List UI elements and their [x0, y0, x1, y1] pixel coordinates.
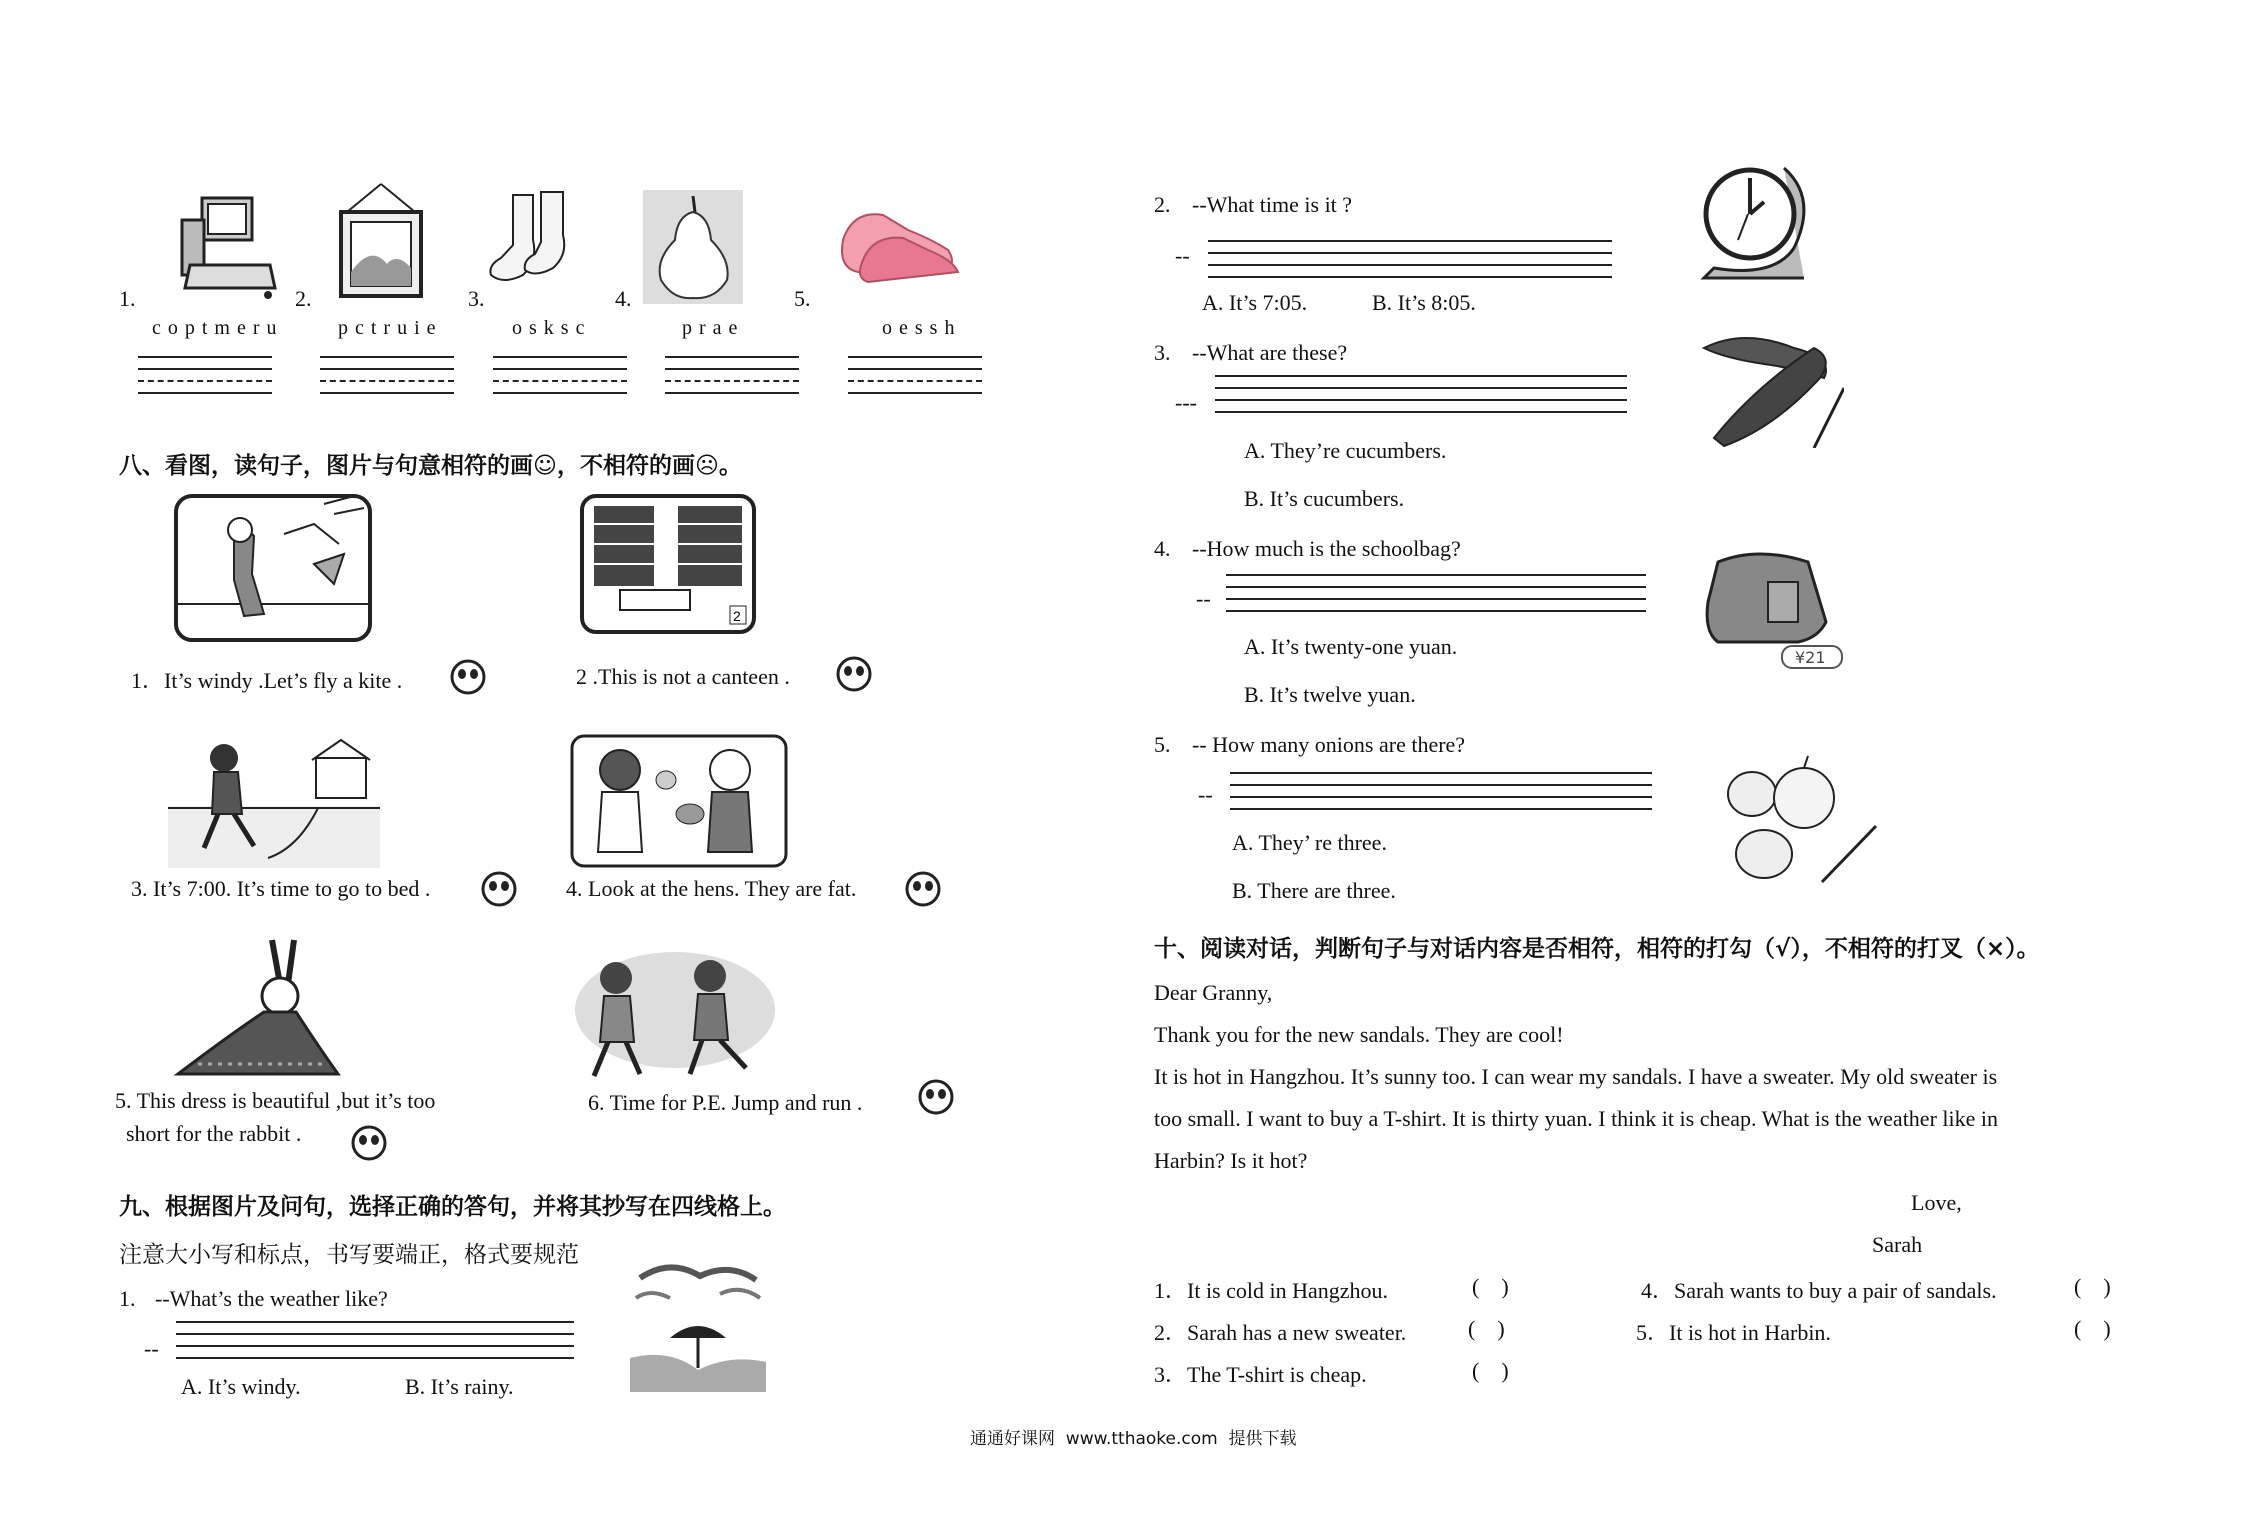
q3-option-b[interactable]: B. It’s cucumbers. [1244, 486, 1405, 511]
q2-option-b[interactable]: B. It’s 8:05. [1372, 290, 1476, 315]
price-tag: ¥21 [1795, 648, 1826, 667]
statement-1-answer[interactable]: ( ) [1472, 1274, 1509, 1299]
writing-lines[interactable] [665, 356, 799, 390]
statement-4-answer[interactable]: ( ) [2074, 1274, 2111, 1299]
scrambled-word: prae [682, 317, 745, 339]
q3-question: --What are these? [1192, 340, 1348, 365]
q1-writing-lines[interactable] [176, 1321, 574, 1355]
q5-option-b[interactable]: B. There are three. [1232, 878, 1396, 903]
svg-text:2: 2 [733, 608, 741, 624]
q5-number: 5. [1154, 732, 1171, 757]
smiley-face-icon[interactable] [480, 870, 518, 908]
word-number: 4. [615, 286, 632, 311]
scrambled-word: coptmeru [152, 317, 284, 339]
framed-picture-icon [335, 182, 427, 302]
clock-icon [1694, 158, 1818, 282]
section-9-note: 注意大小写和标点，书写要端正，格式要规范 [119, 1242, 579, 1268]
statement-5: 5．It is hot in Harbin. [1636, 1320, 1831, 1345]
q5-question: -- How many onions are there? [1192, 732, 1466, 757]
q4-option-b[interactable]: B. It’s twelve yuan. [1244, 682, 1416, 707]
statement-4: 4．Sarah wants to buy a pair of sandals. [1641, 1278, 1997, 1303]
letter-signature: Sarah [1872, 1232, 1923, 1257]
section-8-sentence-4: 4. Look at the hens. They are fat. [566, 876, 857, 901]
q1-number: 1. [119, 1286, 136, 1311]
q4-number: 4. [1154, 536, 1171, 561]
section-8-sentence-5-line1: 5. This dress is beautiful ,but it’s too [115, 1088, 436, 1113]
q1-dash: -- [144, 1336, 159, 1361]
section-8-sentence-1: 1．It’s windy .Let’s fly a kite . [131, 668, 403, 693]
letter-line-2: It is hot in Hangzhou. It’s sunny too. I can wear my sandals. I have a sweater. My old sweater is [1154, 1064, 1998, 1089]
q3-option-a[interactable]: A. They’re cucumbers. [1244, 438, 1447, 463]
statement-2: 2．Sarah has a new sweater. [1154, 1320, 1407, 1345]
pear-icon [643, 190, 743, 304]
q4-writing-lines[interactable] [1226, 574, 1646, 608]
onions-icon [1722, 754, 1882, 884]
q2-option-a[interactable]: A. It’s 7:05. [1202, 290, 1308, 315]
section-8-sentence-5-line2: short for the rabbit . [126, 1121, 302, 1146]
rabbit-dress-scene-icon [168, 936, 364, 1080]
q1-option-b[interactable]: B. It’s rainy. [405, 1374, 514, 1399]
q4-question: --How much is the schoolbag? [1192, 536, 1461, 561]
smiley-face-icon[interactable] [449, 658, 487, 696]
computer-icon [180, 190, 280, 300]
scrambled-word: oessh [882, 317, 962, 339]
scrambled-word: osksc [512, 317, 592, 339]
word-number: 2. [295, 286, 312, 311]
cucumbers-icon [1694, 328, 1844, 448]
section-8-title: 八、看图，读句子，图片与句意相符的画☺，不相符的画☹。 [119, 453, 742, 479]
q4-option-a[interactable]: A. It’s twenty-one yuan. [1244, 634, 1458, 659]
letter-line-3: too small. I want to buy a T-shirt. It is thirty yuan. I think it is cheap. What is the weather like in [1154, 1106, 1999, 1131]
kids-running-scene-icon [570, 950, 780, 1080]
kite-scene-icon [174, 494, 372, 642]
statement-3: 3．The T-shirt is cheap. [1154, 1362, 1367, 1387]
writing-lines[interactable] [848, 356, 982, 390]
q1-question: --What’s the weather like? [155, 1286, 388, 1311]
school-run-scene-icon [168, 728, 380, 868]
q3-dash: --- [1175, 390, 1197, 415]
windy-park-scene-icon [630, 1258, 766, 1392]
section-9-title: 九、根据图片及问句，选择正确的答句，并将其抄写在四线格上。 [119, 1194, 786, 1220]
statement-2-answer[interactable]: ( ) [1468, 1316, 1505, 1341]
smiley-face-icon[interactable] [350, 1124, 388, 1162]
letter-line-1: Thank you for the new sandals. They are cool! [1154, 1022, 1564, 1047]
section-8-sentence-6: 6. Time for P.E. Jump and run . [588, 1090, 863, 1115]
shoes-icon [833, 190, 963, 290]
smiley-face-icon[interactable] [904, 870, 942, 908]
letter-greeting: Dear Granny, [1154, 980, 1273, 1005]
q2-question: --What time is it ? [1192, 192, 1353, 217]
schoolbag-icon [1698, 542, 1850, 672]
socks-icon [483, 190, 583, 290]
q2-writing-lines[interactable] [1208, 240, 1612, 274]
section-10-title: 十、阅读对话，判断句子与对话内容是否相符，相符的打勾（√），不相符的打叉（×）。 [1154, 936, 2040, 962]
q5-dash: -- [1198, 782, 1213, 807]
q2-number: 2. [1154, 192, 1171, 217]
q2-dash: -- [1175, 243, 1190, 268]
q4-dash: -- [1196, 586, 1211, 611]
statement-1: 1．It is cold in Hangzhou. [1154, 1278, 1389, 1303]
q3-writing-lines[interactable] [1215, 375, 1627, 409]
section-8-sentence-2: 2 .This is not a canteen . [576, 664, 790, 689]
letter-line-4: Harbin? Is it hot? [1154, 1148, 1308, 1173]
page-footer: 通通好课网 www.tthaoke.com 提供下载 [970, 1429, 1297, 1449]
boys-hens-scene-icon [570, 734, 788, 868]
statement-5-answer[interactable]: ( ) [2074, 1316, 2111, 1341]
smiley-face-icon[interactable] [835, 655, 873, 693]
writing-lines[interactable] [493, 356, 627, 390]
word-number: 1. [119, 286, 136, 311]
q5-writing-lines[interactable] [1230, 772, 1652, 806]
library-scene-icon [580, 494, 756, 634]
statement-3-answer[interactable]: ( ) [1472, 1358, 1509, 1383]
q5-option-a[interactable]: A. They’ re three. [1232, 830, 1387, 855]
word-number: 3. [468, 286, 485, 311]
word-number: 5. [794, 286, 811, 311]
section-8-sentence-3: 3. It’s 7:00. It’s time to go to bed . [131, 876, 431, 901]
writing-lines[interactable] [320, 356, 454, 390]
q1-option-a[interactable]: A. It’s windy. [181, 1374, 301, 1399]
scrambled-word: pctruie [338, 317, 443, 339]
writing-lines[interactable] [138, 356, 272, 390]
letter-closing: Love, [1911, 1190, 1962, 1215]
smiley-face-icon[interactable] [917, 1078, 955, 1116]
q3-number: 3. [1154, 340, 1171, 365]
